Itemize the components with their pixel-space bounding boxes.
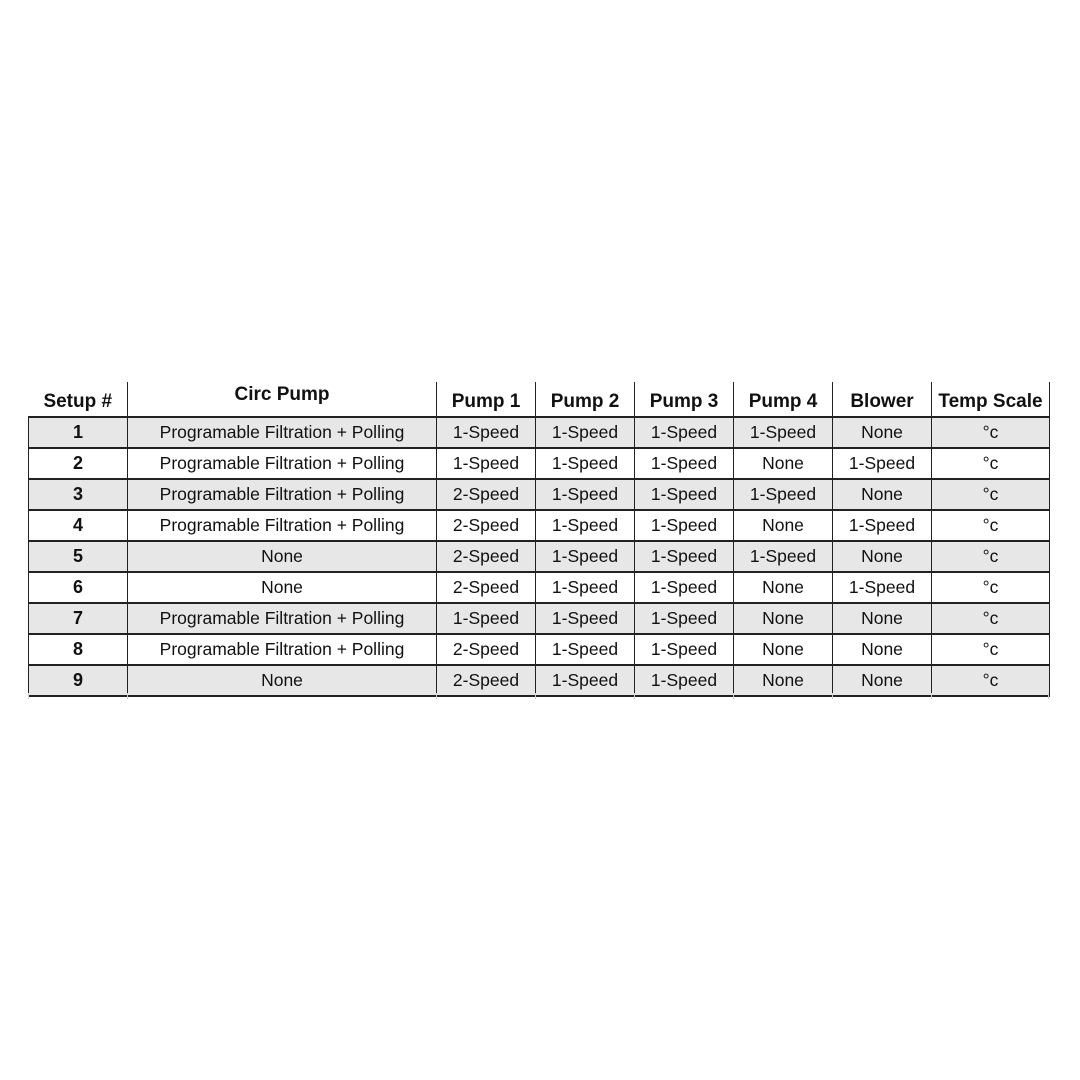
pump-2-cell: 1-Speed: [536, 510, 635, 541]
blower-cell: None: [833, 634, 932, 665]
temp-scale-cell: °c: [932, 479, 1050, 510]
pump-4-cell: None: [734, 448, 833, 479]
setup-number-cell: 4: [29, 510, 128, 541]
pump-2-cell: 1-Speed: [536, 572, 635, 603]
temp-scale-cell: °c: [932, 665, 1050, 696]
pump-1-cell: 2-Speed: [437, 510, 536, 541]
spreadsheet: [28, 382, 1050, 697]
circ-pump-cell: None: [128, 541, 437, 572]
circ-pump-cell: Programable Filtration + Polling: [128, 603, 437, 634]
pump-3-cell: 1-Speed: [635, 448, 734, 479]
header-row: [29, 382, 1050, 417]
pump-4-cell: 1-Speed: [734, 417, 833, 448]
blower-cell: None: [833, 603, 932, 634]
pump-3-cell: 1-Speed: [635, 541, 734, 572]
table-row: [29, 634, 1050, 665]
header-temp-scale: Temp Scale: [932, 382, 1050, 417]
circ-pump-cell: Programable Filtration + Polling: [128, 479, 437, 510]
table-row: [29, 417, 1050, 448]
pump-2-cell: 1-Speed: [536, 448, 635, 479]
pump-2-cell: 1-Speed: [536, 479, 635, 510]
setup-number-cell: 9: [29, 665, 128, 696]
table-row: [29, 510, 1050, 541]
pump-1-cell: 1-Speed: [437, 603, 536, 634]
pump-3-cell: 1-Speed: [635, 665, 734, 696]
circ-pump-cell: None: [128, 572, 437, 603]
temp-scale-cell: °c: [932, 510, 1050, 541]
header-pump-1: Pump 1: [437, 382, 536, 417]
temp-scale-cell: °c: [932, 634, 1050, 665]
setup-number-cell: 8: [29, 634, 128, 665]
pump-4-cell: None: [734, 665, 833, 696]
circ-pump-cell: Programable Filtration + Polling: [128, 417, 437, 448]
table-row: [29, 665, 1050, 696]
blower-cell: None: [833, 541, 932, 572]
pump-2-cell: 1-Speed: [536, 665, 635, 696]
setup-number-cell: 6: [29, 572, 128, 603]
blower-cell: None: [833, 417, 932, 448]
temp-scale-cell: °c: [932, 417, 1050, 448]
pump-2-cell: 1-Speed: [536, 634, 635, 665]
circ-pump-cell: None: [128, 665, 437, 696]
temp-scale-cell: °c: [932, 541, 1050, 572]
circ-pump-cell: Programable Filtration + Polling: [128, 510, 437, 541]
table-body: [29, 417, 1050, 696]
pump-1-cell: 2-Speed: [437, 665, 536, 696]
table-row: [29, 572, 1050, 603]
pump-2-cell: 1-Speed: [536, 603, 635, 634]
pump-4-cell: 1-Speed: [734, 541, 833, 572]
circ-pump-cell: Programable Filtration + Polling: [128, 448, 437, 479]
temp-scale-cell: °c: [932, 572, 1050, 603]
setup-number-cell: 2: [29, 448, 128, 479]
pump-1-cell: 2-Speed: [437, 479, 536, 510]
header-setup-number: Setup #: [29, 382, 128, 417]
header-pump-4: Pump 4: [734, 382, 833, 417]
pump-1-cell: 1-Speed: [437, 417, 536, 448]
blower-cell: 1-Speed: [833, 448, 932, 479]
header-blower: Blower: [833, 382, 932, 417]
pump-4-cell: None: [734, 510, 833, 541]
pump-3-cell: 1-Speed: [635, 603, 734, 634]
pump-3-cell: 1-Speed: [635, 479, 734, 510]
temp-scale-cell: °c: [932, 448, 1050, 479]
header-pump-3: Pump 3: [635, 382, 734, 417]
pump-1-cell: 2-Speed: [437, 572, 536, 603]
setup-table: [28, 382, 1050, 697]
pump-2-cell: 1-Speed: [536, 417, 635, 448]
header-pump-2: Pump 2: [536, 382, 635, 417]
pump-3-cell: 1-Speed: [635, 417, 734, 448]
pump-4-cell: 1-Speed: [734, 479, 833, 510]
blower-cell: None: [833, 479, 932, 510]
setup-number-cell: 1: [29, 417, 128, 448]
setup-number-cell: 5: [29, 541, 128, 572]
circ-pump-cell: Programable Filtration + Polling: [128, 634, 437, 665]
header-circ-pump: Circ Pump: [128, 382, 437, 417]
setup-number-cell: 7: [29, 603, 128, 634]
pump-2-cell: 1-Speed: [536, 541, 635, 572]
table-row: [29, 448, 1050, 479]
table-row: [29, 541, 1050, 572]
pump-4-cell: None: [734, 572, 833, 603]
pump-3-cell: 1-Speed: [635, 510, 734, 541]
pump-4-cell: None: [734, 603, 833, 634]
table-row: [29, 603, 1050, 634]
setup-number-cell: 3: [29, 479, 128, 510]
pump-1-cell: 1-Speed: [437, 448, 536, 479]
pump-3-cell: 1-Speed: [635, 634, 734, 665]
pump-3-cell: 1-Speed: [635, 572, 734, 603]
blower-cell: None: [833, 665, 932, 696]
pump-4-cell: None: [734, 634, 833, 665]
blower-cell: 1-Speed: [833, 572, 932, 603]
pump-1-cell: 2-Speed: [437, 541, 536, 572]
table-row: [29, 479, 1050, 510]
pump-1-cell: 2-Speed: [437, 634, 536, 665]
temp-scale-cell: °c: [932, 603, 1050, 634]
blower-cell: 1-Speed: [833, 510, 932, 541]
